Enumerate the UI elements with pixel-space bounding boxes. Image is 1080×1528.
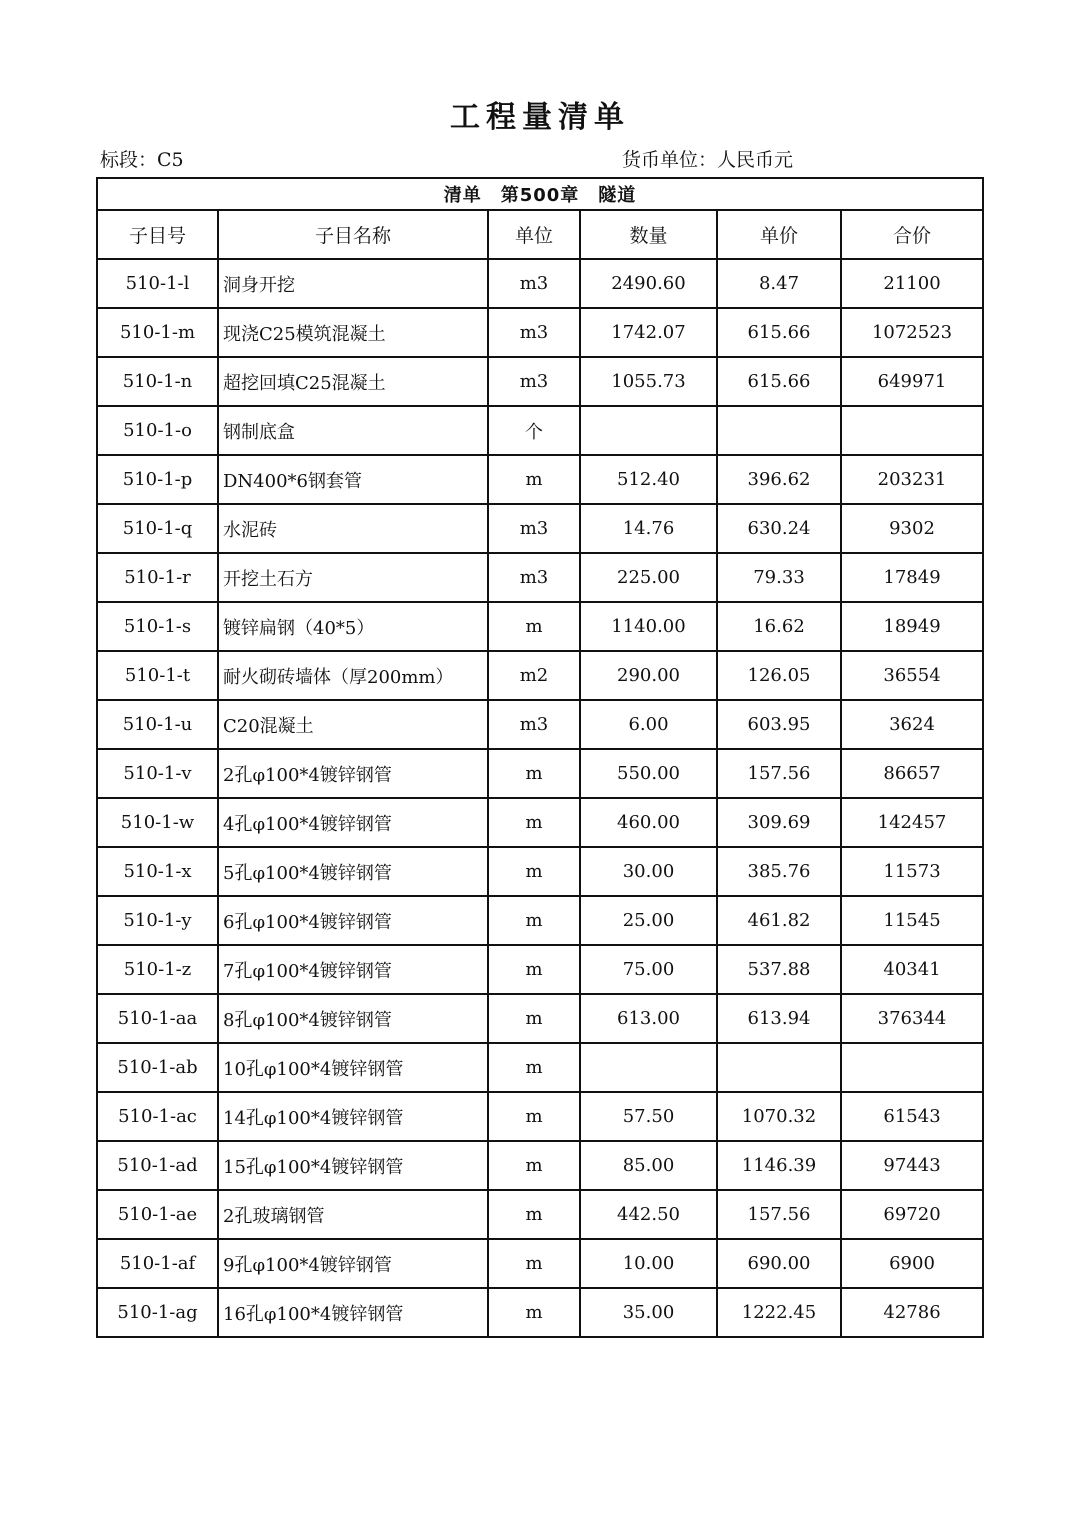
unit-price-cell: 157.56 — [717, 1190, 841, 1239]
table-row — [97, 455, 983, 504]
item-code-cell: 510-1-y — [97, 896, 218, 945]
column-header-unit: 单位 — [488, 210, 580, 259]
total-price-cell — [841, 406, 983, 455]
quantity-cell: 2490.60 — [580, 259, 717, 308]
unit-price-cell: 79.33 — [717, 553, 841, 602]
currency-label: 货币单位：人民币元 — [622, 149, 794, 171]
total-price-cell: 11545 — [841, 896, 983, 945]
unit-cell: m — [488, 847, 580, 896]
item-name-cell: 洞身开挖 — [218, 259, 488, 308]
item-code-cell: 510-1-z — [97, 945, 218, 994]
quantity-cell: 6.00 — [580, 700, 717, 749]
quantity-cell: 442.50 — [580, 1190, 717, 1239]
total-price-cell: 69720 — [841, 1190, 983, 1239]
chapter-row — [97, 178, 983, 210]
item-name-cell: 6孔φ100*4镀锌钢管 — [218, 896, 488, 945]
table-row — [97, 749, 983, 798]
quantity-cell: 1140.00 — [580, 602, 717, 651]
table-row — [97, 406, 983, 455]
table-row — [97, 1288, 983, 1337]
item-code-cell: 510-1-ad — [97, 1141, 218, 1190]
table-row — [97, 798, 983, 847]
item-code-cell: 510-1-t — [97, 651, 218, 700]
unit-cell: m — [488, 1092, 580, 1141]
table-row — [97, 700, 983, 749]
table-row — [97, 1043, 983, 1092]
item-name-cell: 8孔φ100*4镀锌钢管 — [218, 994, 488, 1043]
item-name-cell: 镀锌扁钢（40*5） — [218, 602, 488, 651]
unit-price-cell: 8.47 — [717, 259, 841, 308]
table-row — [97, 308, 983, 357]
item-name-cell: 开挖土石方 — [218, 553, 488, 602]
table-row — [97, 651, 983, 700]
column-header-name: 子目名称 — [218, 210, 488, 259]
total-price-cell: 97443 — [841, 1141, 983, 1190]
item-code-cell: 510-1-o — [97, 406, 218, 455]
table-row — [97, 259, 983, 308]
unit-price-cell: 385.76 — [717, 847, 841, 896]
column-header-total: 合价 — [841, 210, 983, 259]
total-price-cell: 61543 — [841, 1092, 983, 1141]
item-name-cell: 15孔φ100*4镀锌钢管 — [218, 1141, 488, 1190]
unit-cell: m — [488, 1141, 580, 1190]
total-price-cell: 40341 — [841, 945, 983, 994]
total-price-cell: 3624 — [841, 700, 983, 749]
item-code-cell: 510-1-r — [97, 553, 218, 602]
unit-cell: m — [488, 1288, 580, 1337]
unit-cell: m3 — [488, 259, 580, 308]
unit-price-cell: 603.95 — [717, 700, 841, 749]
quantity-cell: 225.00 — [580, 553, 717, 602]
unit-price-cell: 1146.39 — [717, 1141, 841, 1190]
total-price-cell: 649971 — [841, 357, 983, 406]
unit-price-cell: 1070.32 — [717, 1092, 841, 1141]
unit-cell: m — [488, 1043, 580, 1092]
unit-price-cell: 396.62 — [717, 455, 841, 504]
column-header-quantity: 数量 — [580, 210, 717, 259]
total-price-cell: 86657 — [841, 749, 983, 798]
quantity-cell: 10.00 — [580, 1239, 717, 1288]
unit-price-cell — [717, 406, 841, 455]
table-row — [97, 1141, 983, 1190]
unit-price-cell: 613.94 — [717, 994, 841, 1043]
total-price-cell: 9302 — [841, 504, 983, 553]
item-name-cell: 2孔玻璃钢管 — [218, 1190, 488, 1239]
unit-cell: m3 — [488, 504, 580, 553]
unit-price-cell: 537.88 — [717, 945, 841, 994]
total-price-cell: 6900 — [841, 1239, 983, 1288]
unit-price-cell: 309.69 — [717, 798, 841, 847]
quantity-cell: 1055.73 — [580, 357, 717, 406]
quantity-cell: 35.00 — [580, 1288, 717, 1337]
table-row — [97, 357, 983, 406]
table-row — [97, 994, 983, 1043]
item-name-cell: C20混凝土 — [218, 700, 488, 749]
item-code-cell: 510-1-u — [97, 700, 218, 749]
quantity-cell: 613.00 — [580, 994, 717, 1043]
unit-cell: m3 — [488, 308, 580, 357]
quantity-cell: 57.50 — [580, 1092, 717, 1141]
table-row — [97, 1092, 983, 1141]
unit-price-cell: 16.62 — [717, 602, 841, 651]
unit-price-cell: 690.00 — [717, 1239, 841, 1288]
quantity-cell: 85.00 — [580, 1141, 717, 1190]
unit-price-cell: 1222.45 — [717, 1288, 841, 1337]
item-name-cell: 耐火砌砖墙体（厚200mm） — [218, 651, 488, 700]
document-title: 工程量清单 — [450, 100, 630, 135]
table-row — [97, 602, 983, 651]
item-name-cell: 5孔φ100*4镀锌钢管 — [218, 847, 488, 896]
total-price-cell: 376344 — [841, 994, 983, 1043]
quantity-cell: 75.00 — [580, 945, 717, 994]
quantity-cell: 1742.07 — [580, 308, 717, 357]
item-name-cell: 10孔φ100*4镀锌钢管 — [218, 1043, 488, 1092]
unit-cell: m — [488, 455, 580, 504]
quantity-cell: 30.00 — [580, 847, 717, 896]
table-row — [97, 1190, 983, 1239]
total-price-cell: 18949 — [841, 602, 983, 651]
item-name-cell: DN400*6钢套管 — [218, 455, 488, 504]
quantity-cell: 290.00 — [580, 651, 717, 700]
item-name-cell: 超挖回填C25混凝土 — [218, 357, 488, 406]
unit-cell: m3 — [488, 553, 580, 602]
item-code-cell: 510-1-ae — [97, 1190, 218, 1239]
quantity-cell: 550.00 — [580, 749, 717, 798]
quantity-cell: 25.00 — [580, 896, 717, 945]
item-code-cell: 510-1-s — [97, 602, 218, 651]
item-name-cell: 9孔φ100*4镀锌钢管 — [218, 1239, 488, 1288]
total-price-cell: 11573 — [841, 847, 983, 896]
item-code-cell: 510-1-m — [97, 308, 218, 357]
unit-cell: 个 — [488, 406, 580, 455]
unit-price-cell: 615.66 — [717, 308, 841, 357]
item-name-cell: 14孔φ100*4镀锌钢管 — [218, 1092, 488, 1141]
unit-cell: m — [488, 896, 580, 945]
unit-price-cell: 126.05 — [717, 651, 841, 700]
column-header-unit-price: 单价 — [717, 210, 841, 259]
quantity-cell: 460.00 — [580, 798, 717, 847]
unit-price-cell: 630.24 — [717, 504, 841, 553]
unit-price-cell: 461.82 — [717, 896, 841, 945]
item-code-cell: 510-1-x — [97, 847, 218, 896]
total-price-cell: 21100 — [841, 259, 983, 308]
table-row — [97, 847, 983, 896]
item-code-cell: 510-1-aa — [97, 994, 218, 1043]
total-price-cell: 36554 — [841, 651, 983, 700]
table-body — [97, 259, 983, 1337]
item-code-cell: 510-1-w — [97, 798, 218, 847]
total-price-cell: 17849 — [841, 553, 983, 602]
unit-cell: m — [488, 602, 580, 651]
section-label: 标段：C5 — [100, 149, 184, 171]
item-code-cell: 510-1-v — [97, 749, 218, 798]
table-row — [97, 896, 983, 945]
quantity-cell: 14.76 — [580, 504, 717, 553]
unit-cell: m — [488, 945, 580, 994]
unit-cell: m — [488, 749, 580, 798]
item-code-cell: 510-1-q — [97, 504, 218, 553]
quantity-cell — [580, 1043, 717, 1092]
unit-price-cell — [717, 1043, 841, 1092]
item-name-cell: 16孔φ100*4镀锌钢管 — [218, 1288, 488, 1337]
column-header-code: 子目号 — [97, 210, 218, 259]
unit-price-cell: 157.56 — [717, 749, 841, 798]
item-code-cell: 510-1-n — [97, 357, 218, 406]
bill-of-quantities-table — [96, 177, 984, 1338]
item-code-cell: 510-1-af — [97, 1239, 218, 1288]
item-name-cell: 2孔φ100*4镀锌钢管 — [218, 749, 488, 798]
item-name-cell: 7孔φ100*4镀锌钢管 — [218, 945, 488, 994]
item-code-cell: 510-1-ag — [97, 1288, 218, 1337]
table-row — [97, 504, 983, 553]
total-price-cell: 142457 — [841, 798, 983, 847]
item-code-cell: 510-1-ac — [97, 1092, 218, 1141]
total-price-cell — [841, 1043, 983, 1092]
unit-price-cell: 615.66 — [717, 357, 841, 406]
chapter-title: 清单 第500章 隧道 — [97, 178, 983, 210]
unit-cell: m3 — [488, 700, 580, 749]
total-price-cell: 42786 — [841, 1288, 983, 1337]
unit-cell: m3 — [488, 357, 580, 406]
table-row — [97, 553, 983, 602]
item-code-cell: 510-1-ab — [97, 1043, 218, 1092]
total-price-cell: 203231 — [841, 455, 983, 504]
unit-cell: m — [488, 1190, 580, 1239]
item-name-cell: 现浇C25模筑混凝土 — [218, 308, 488, 357]
unit-cell: m — [488, 1239, 580, 1288]
unit-cell: m — [488, 798, 580, 847]
item-name-cell: 水泥砖 — [218, 504, 488, 553]
item-code-cell: 510-1-p — [97, 455, 218, 504]
table-row — [97, 1239, 983, 1288]
unit-cell: m — [488, 994, 580, 1043]
item-name-cell: 4孔φ100*4镀锌钢管 — [218, 798, 488, 847]
quantity-cell — [580, 406, 717, 455]
item-code-cell: 510-1-l — [97, 259, 218, 308]
quantity-cell: 512.40 — [580, 455, 717, 504]
item-name-cell: 钢制底盒 — [218, 406, 488, 455]
unit-cell: m2 — [488, 651, 580, 700]
header-row — [97, 210, 983, 259]
total-price-cell: 1072523 — [841, 308, 983, 357]
table-row — [97, 945, 983, 994]
